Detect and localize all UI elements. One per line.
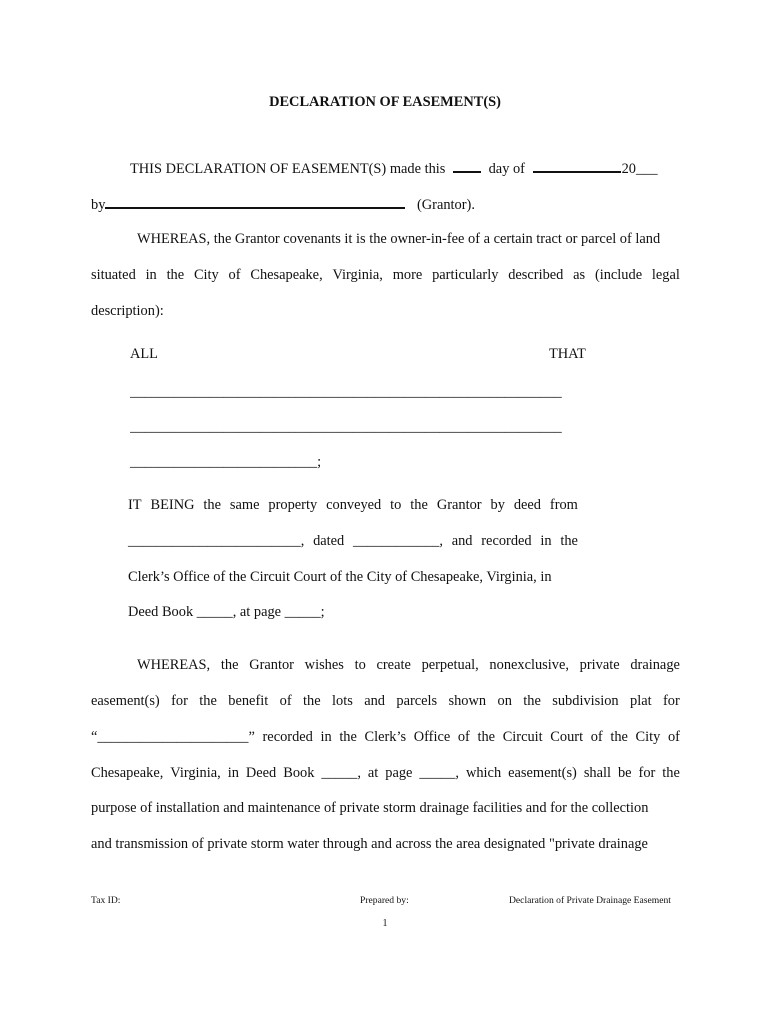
month-blank[interactable] [533, 160, 621, 173]
word: BEING [150, 497, 195, 513]
word: subdivision [552, 693, 619, 709]
word: more [392, 267, 423, 283]
word: wishes [304, 657, 344, 673]
word: recorded [262, 729, 313, 745]
it-being-line [128, 497, 578, 514]
all-label: ALL [130, 346, 158, 362]
word: dated [313, 533, 345, 549]
whereas2-line3 [91, 729, 680, 746]
word: easement(s) [91, 693, 160, 709]
word: of [590, 729, 603, 745]
word: Clerk’s [364, 729, 407, 745]
word: Virginia, [332, 267, 383, 283]
legal-description-blank-1[interactable]: ____________________________________________________________ [130, 384, 562, 400]
deed-book-blank[interactable]: _____, [321, 765, 361, 781]
word: shown [448, 693, 487, 709]
word: Chesapeake, [250, 267, 323, 283]
word: parcels [396, 693, 438, 709]
word: the [339, 729, 357, 745]
word: from [549, 497, 578, 513]
that-label: THAT [549, 346, 586, 362]
word: the [303, 693, 321, 709]
footer-tax-id: Tax ID: [91, 895, 121, 906]
word: be [617, 765, 632, 781]
word: Deed [245, 765, 277, 781]
word: property [268, 497, 318, 513]
whereas2-line4 [91, 765, 680, 782]
word: as [573, 267, 586, 283]
whereas2-line1 [137, 657, 680, 674]
word: drainage [630, 657, 680, 673]
word: page [385, 765, 413, 781]
word: at [367, 765, 379, 781]
day-blank[interactable] [453, 160, 481, 173]
deed-book-line: Deed Book _____, at page _____; [128, 604, 325, 620]
word: the [199, 693, 217, 709]
word: benefit [228, 693, 269, 709]
word: and [451, 533, 473, 549]
word: legal [651, 267, 680, 283]
page-number: 1 [382, 918, 388, 929]
word: of [457, 729, 470, 745]
whereas1-line3: description): [91, 303, 164, 319]
word: particularly [432, 267, 499, 283]
word: conveyed [326, 497, 382, 513]
word: nonexclusive, [489, 657, 569, 673]
word: the [560, 533, 578, 549]
grantor-line [91, 196, 475, 214]
document-title: DECLARATION OF EASEMENT(S) [269, 94, 501, 110]
word: the [610, 729, 628, 745]
word: of [667, 729, 680, 745]
word: which [465, 765, 502, 781]
subdivision-name-blank[interactable]: “_____________________” [91, 729, 255, 745]
whereas1-line1: WHEREAS, the Grantor covenants it is the owner-in-fee of a certain tract or parcel of land [137, 231, 661, 247]
whereas1-line2 [91, 267, 680, 284]
word: of [279, 693, 292, 709]
word: IT [128, 497, 142, 513]
legal-description-blank-3[interactable]: __________________________; [130, 454, 322, 470]
word: easement(s) [508, 765, 577, 781]
deed-clerk-line: Clerk’s Office of the Circuit Court of the City of Chesapeake, Virginia, in [128, 569, 552, 585]
year-prefix: 20___ [621, 161, 658, 177]
grantor-label: (Grantor). [417, 197, 475, 213]
word: for [171, 693, 188, 709]
word: for [638, 765, 656, 781]
word: recorded [481, 533, 532, 549]
word: described [508, 267, 564, 283]
footer-prepared-by: Prepared by: [360, 895, 409, 906]
word: City [193, 267, 219, 283]
word: in [145, 267, 157, 283]
page-blank[interactable]: _____, [419, 765, 459, 781]
word: in [227, 765, 239, 781]
word: Grantor [436, 497, 482, 513]
deed-date-line [128, 533, 578, 550]
word: private [579, 657, 620, 673]
legal-description-blank-2[interactable]: ____________________________________________________________ [130, 419, 562, 435]
word: (include [594, 267, 643, 283]
word: Chesapeake, [91, 765, 164, 781]
word: in [320, 729, 332, 745]
word: and [364, 693, 385, 709]
word: the [410, 497, 428, 513]
word: same [229, 497, 260, 513]
word: the [203, 497, 221, 513]
word: Office [413, 729, 451, 745]
word: plat [630, 693, 652, 709]
word: Circuit [502, 729, 543, 745]
word: perpetual, [421, 657, 479, 673]
word: the [523, 693, 541, 709]
word: the [166, 267, 185, 283]
intro-line [130, 160, 658, 178]
word: lots [332, 693, 353, 709]
whereas2-line2 [91, 693, 680, 710]
word: on [497, 693, 512, 709]
word: the [662, 765, 680, 781]
whereas2-line5: purpose of installation and maintenance of private storm drainage facilities and for the collection [91, 800, 649, 816]
word: City [635, 729, 661, 745]
word: by [490, 497, 505, 513]
word: deed [513, 497, 541, 513]
word: situated [91, 267, 136, 283]
word: the [220, 657, 239, 673]
day-label: day of [488, 161, 525, 177]
by-label: by [91, 197, 106, 213]
grantor-name-blank[interactable] [105, 196, 405, 209]
word: to [390, 497, 402, 513]
word: Court [550, 729, 584, 745]
footer-document-name: Declaration of Private Drainage Easement [509, 895, 671, 906]
word: of [228, 267, 241, 283]
word: Virginia, [170, 765, 221, 781]
whereas2-line6: and transmission of private storm water through and across the area designated "private drainage [91, 836, 648, 852]
word: Grantor [249, 657, 294, 673]
intro-text: THIS DECLARATION OF EASEMENT(S) made this [130, 161, 446, 177]
grantor-deed-blank[interactable]: ________________________, [128, 533, 305, 549]
word: Book [283, 765, 315, 781]
word: for [663, 693, 680, 709]
deed-date-blank[interactable]: ____________, [353, 533, 443, 549]
word: create [376, 657, 411, 673]
word: the [477, 729, 496, 745]
word: WHEREAS, [137, 657, 211, 673]
word: to [354, 657, 366, 673]
word: shall [583, 765, 611, 781]
word: in [540, 533, 552, 549]
